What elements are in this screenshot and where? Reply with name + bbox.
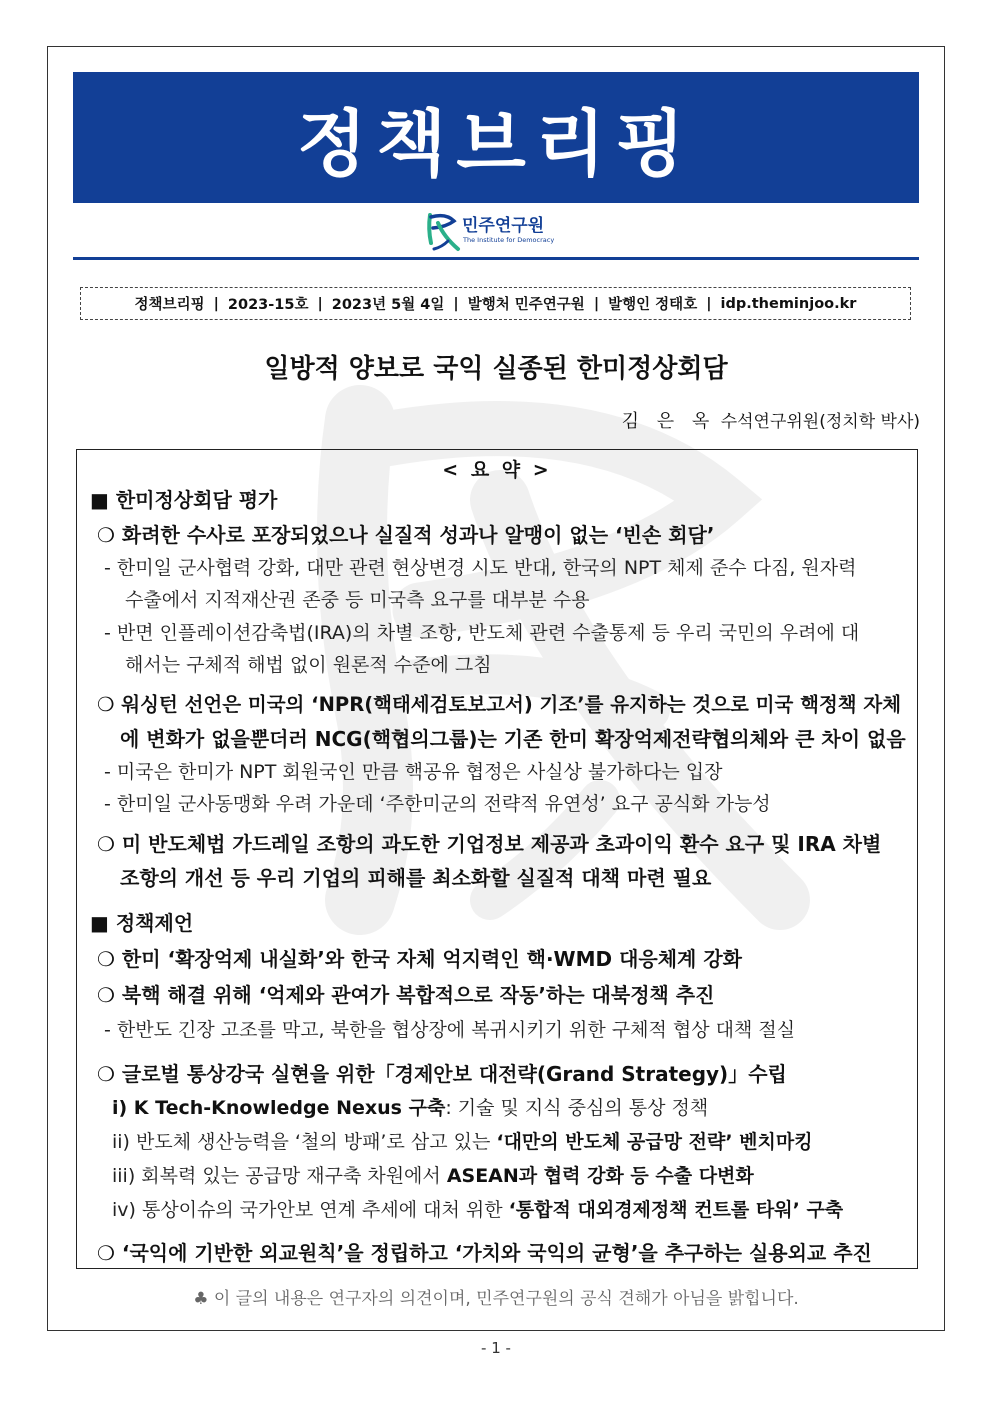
proposal-item-ii-bold: ‘대만의 반도체 공급망 전략’ 벤치마킹 [496,1131,813,1153]
logo-name: 민주연구원 [462,216,545,236]
logo-subtitle: The Institute for Democracy [463,236,555,244]
summary-sub-1-2-cont: 해서는 구체적 해법 없이 원론적 수준에 그침 [125,654,492,676]
document-title: 일방적 양보로 국익 실종된 한미정상회담 [264,354,728,384]
publication-info: 정책브리핑 | 2023-15호 | 2023년 5월 4일 | 발행처 민주연구원 | 발행인 정태호 | idp.theminjoo.kr [80,287,911,320]
proposal-item-i-rest: : 기술 및 지식 중심의 통상 정책 [445,1097,709,1119]
meta-website: idp.theminjoo.kr [720,295,857,312]
proposal-bullet-4: ❍ ‘국익에 기반한 외교원칙’을 정립하고 ‘가치와 국익의 균형’을 추구하는 실용외교 추진 [97,1241,872,1265]
proposal-item-i-bold: i) K Tech-Knowledge Nexus 구축 [112,1097,446,1119]
section-heading-proposals: ■ 정책제언 [90,911,194,935]
author-name: 김 은 옥 [621,411,716,432]
proposal-item-iii-bold: ASEAN과 협력 강화 등 수출 다변화 [446,1165,754,1187]
institute-logo [424,209,574,253]
summary-bullet-1: ❍ 화려한 수사로 포장되었으나 실질적 성과나 알맹이 없는 ‘빈손 회담’ [97,523,715,547]
proposal-item-iv-text: iv) 통상이슈의 국가안보 연계 추세에 대처 위한 [112,1199,509,1221]
summary-bullet-2: ❍ 워싱턴 선언은 미국의 ‘NPR(핵태세검토보고서) 기조’를 유지하는 것으로 미국 핵정책 자체 [97,693,902,716]
meta-issue: 2023-15호 [227,297,309,313]
disclaimer [0,1284,992,1309]
proposal-item-iii-text: iii) 회복력 있는 공급망 재구축 차원에서 [112,1165,447,1187]
summary-bullet-2-cont: 에 변화가 없을뿐더러 NCG(핵협의그룹)는 기존 한미 확장억제전략협의체와 큰 차이 없음 [120,727,906,751]
proposal-item-iii [112,1161,754,1188]
banner-title: 정책브리핑 [297,101,695,186]
institute-logo-icon [424,209,462,253]
summary-bullet-3-cont: 조항의 개선 등 우리 기업의 피해를 최소화할 실질적 대책 마련 필요 [120,866,712,890]
summary-sub-2-1: - 미국은 한미가 NPT 회원국인 만큼 핵공유 협정은 사실상 불가하다는 입장 [104,761,723,783]
summary-heading: < 요 약 > [442,459,552,481]
disclaimer-text: 이 글의 내용은 연구자의 의견이며, 민주연구원의 공식 견해가 아님을 밝힙니다. [213,1289,799,1309]
proposal-item-ii-text: ii) 반도체 생산능력을 ‘철의 방패’로 삼고 있는 [112,1131,497,1153]
header-banner [73,72,919,203]
proposal-item-i [112,1093,708,1120]
meta-publisher: 발행처 민주연구원 [467,297,585,313]
summary-sub-1-2: - 반면 인플레이션감축법(IRA)의 차별 조항, 반도체 관련 수출통제 등 우리 국민의 우려에 대 [104,622,860,644]
section-heading-evaluation: ■ 한미정상회담 평가 [90,488,278,512]
summary-bullet-3: ❍ 미 반도체법 가드레일 조항의 과도한 기업정보 제공과 초과이익 환수 요구 및 IRA 차별 [97,832,882,856]
proposal-item-ii [112,1127,813,1154]
author-title: 수석연구위원(정치학 박사) [720,412,920,432]
proposal-item-iv [112,1195,843,1222]
header-rule [73,257,919,260]
meta-series: 정책브리핑 [134,297,205,313]
meta-issuer: 발행인 정태호 [608,297,698,313]
summary-sub-1-1: - 한미일 군사협력 강화, 대만 관련 현상변경 시도 반대, 한국의 NPT 체제 준수 다짐, 원자력 [104,557,857,579]
summary-sub-1-1-cont: 수출에서 지적재산권 존중 등 미국측 요구를 대부분 수용 [125,589,590,611]
proposal-sub-2-1: - 한반도 긴장 고조를 막고, 북한을 협상장에 복귀시키기 위한 구체적 협상 대책 절실 [104,1019,796,1041]
page-number: - 1 - [481,1339,511,1357]
meta-date: 2023년 5월 4일 [331,297,445,313]
proposal-bullet-3: ❍ 글로벌 통상강국 실현을 위한「경제안보 대전략(Grand Strategy)」수립 [97,1062,787,1086]
proposal-item-iv-bold: ‘통합적 대외경제정책 컨트롤 타워’ 구축 [508,1199,844,1221]
summary-sub-2-2: - 한미일 군사동맹화 우려 가운데 ‘주한미군의 전략적 유연성’ 요구 공식화 가능성 [104,793,771,815]
summary-box [76,449,918,1269]
author-line [622,407,920,433]
proposal-bullet-2: ❍ 북핵 해결 위해 ‘억제와 관여가 복합적으로 작동’하는 대북정책 추진 [97,983,715,1007]
club-icon: ♣ [193,1289,209,1309]
proposal-bullet-1: ❍ 한미 ‘확장억제 내실화’와 한국 자체 억지력인 핵·WMD 대응체계 강화 [97,947,742,971]
